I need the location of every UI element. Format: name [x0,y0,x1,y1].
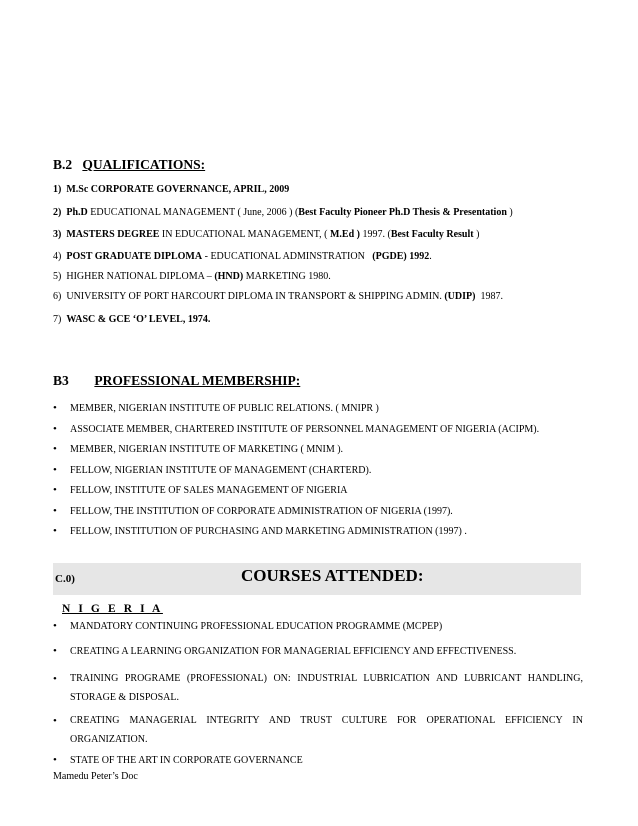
membership-list [53,402,583,546]
qualification-item: 5) HIGHER NATIONAL DIPLOMA – (HND) MARKETING 1980. [53,271,331,282]
item-number: 2) [53,207,62,218]
list-item: • CREATING MANAGERIAL INTEGRITY AND TRUST CULTURE FOR OPERATIONAL EFFICIENCY IN ORGANIZATION. [53,712,583,749]
country-subheading: N I G E R I A [62,603,163,615]
list-item: • STATE OF THE ART IN CORPORATE GOVERNANCE [53,754,583,774]
page-footer: Mamedu Peter’s Doc [53,771,138,782]
qualifications-section-number: B.2 [53,157,73,172]
item-number: 6) [53,291,62,302]
item-number: 4) [53,251,62,262]
membership-heading [53,373,300,389]
qualification-item: 1) M.Sc CORPORATE GOVERNANCE, APRIL, 2009 [53,184,290,195]
qualification-item: 7) WASC & GCE ‘O’ LEVEL, 1974. [53,314,211,325]
membership-title: PROFESSIONAL MEMBERSHIP: [94,373,301,388]
item-number: 1) [53,184,62,195]
list-item: • FELLOW, INSTITUTION OF PURCHASING AND MARKETING ADMINISTRATION (1997) . [53,525,583,546]
courses-title: COURSES ATTENDED: [241,566,424,585]
list-item: • TRAINING PROGRAME (PROFESSIONAL) ON: INDUSTRIAL LUBRICATION AND LUBRICANT HANDLING, STORAGE & DISPOSAL. [53,670,583,707]
item-number: 3) [53,229,62,240]
list-item: • MEMBER, NIGERIAN INSTITUTE OF MARKETING ( MNIM ). [53,443,583,464]
list-item: • FELLOW, NIGERIAN INSTITUTE OF MANAGEMENT (CHARTERD). [53,464,583,485]
courses-heading-bar [53,563,581,595]
qualifications-heading [53,157,205,173]
item-number: 7) [53,314,62,325]
qualification-item: 2) Ph.D EDUCATIONAL MANAGEMENT ( June, 2006 ) (Best Faculty Pioneer Ph.D Thesis & Presentation ) [53,207,513,218]
qualification-item: 3) MASTERS DEGREE IN EDUCATIONAL MANAGEMENT, ( M.Ed ) 1997. (Best Faculty Result ) [53,229,480,240]
list-item: • CREATING A LEARNING ORGANIZATION FOR MANAGERIAL EFFICIENCY AND EFFECTIVENESS. [53,645,583,665]
list-item: • ASSOCIATE MEMBER, CHARTERED INSTITUTE OF PERSONNEL MANAGEMENT OF NIGERIA (ACIPM). [53,423,583,444]
qualification-item: 4) POST GRADUATE DIPLOMA - EDUCATIONAL ADMINSTRATION (PGDE) 1992. [53,251,432,262]
courses-list [53,620,583,779]
list-item: • FELLOW, THE INSTITUTION OF CORPORATE ADMINISTRATION OF NIGERIA (1997). [53,505,583,526]
qualifications-title: QUALIFICATIONS: [82,157,206,172]
courses-section-number: C.0) [55,573,75,585]
list-item: • FELLOW, INSTITUTE OF SALES MANAGEMENT OF NIGERIA [53,484,583,505]
qualification-item: 6) UNIVERSITY OF PORT HARCOURT DIPLOMA IN TRANSPORT & SHIPPING ADMIN. (UDIP) 1987. [53,291,503,302]
membership-section-number: B3 [53,373,69,388]
list-item: • MANDATORY CONTINUING PROFESSIONAL EDUCATION PROGRAMME (MCPEP) [53,620,583,640]
item-number: 5) [53,271,62,282]
list-item: • MEMBER, NIGERIAN INSTITUTE OF PUBLIC RELATIONS. ( MNIPR ) [53,402,583,423]
